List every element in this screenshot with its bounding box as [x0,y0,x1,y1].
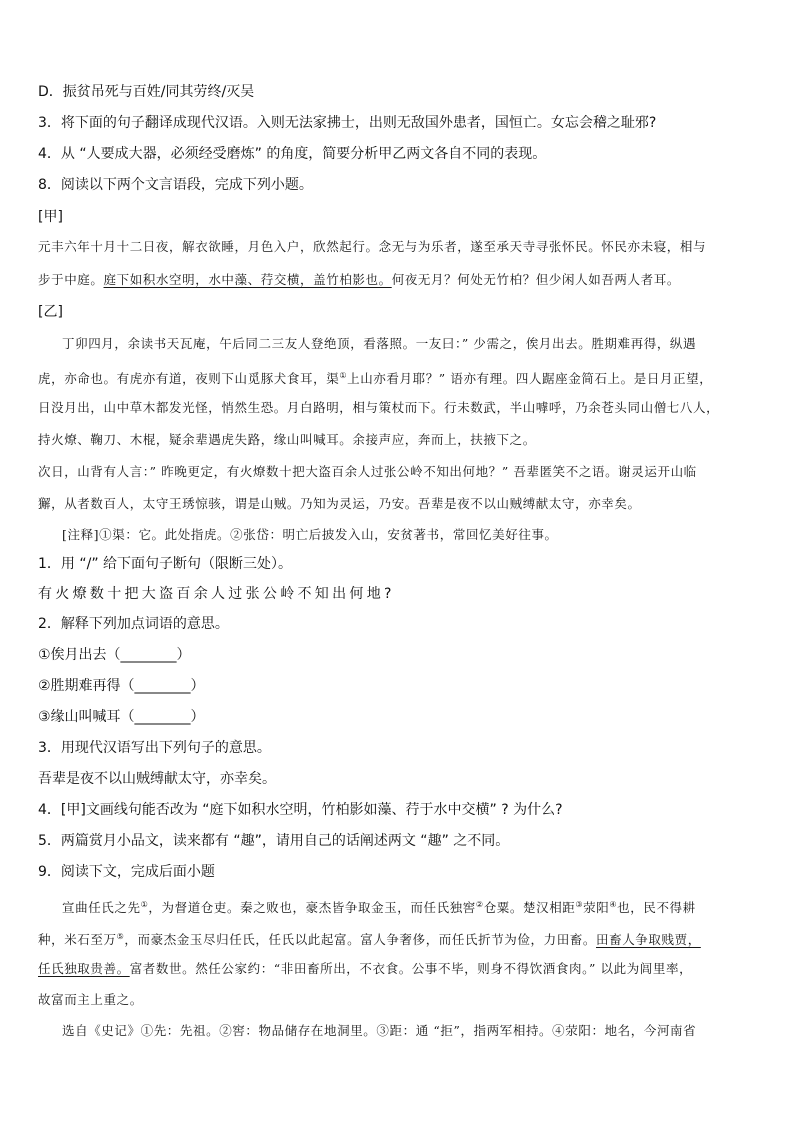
q8-sub3-sentence: 吾辈是夜不以山贼缚献太守，亦幸矣。 [38,771,276,787]
q9-underlined-sentence: 任氏独取贵善。 [38,961,130,976]
footnote-marker: ⑤ [116,932,125,941]
yi-text: 上山亦看月耶？” 语亦有理。四人踞座金简石上。是日月正望， [347,371,713,386]
q8-heading: 8．阅读以下两个文言语段，完成下列小题。 [38,177,313,193]
q9-underlined-sentence: 田畜人争取贱贾， [596,932,701,947]
q8-sub1-sentence: 有火燎数十把大盗百余人过张公岭不知出何地? [38,586,395,602]
q9-text: ，而豪杰金玉尽归任氏，任氏以此起富。富人争奢侈，而任氏折节为俭，力田畜。 [124,932,596,947]
jia-text: 何夜无月？何处无竹柏？但少闲人如吾两人者耳。 [391,272,680,287]
jia-passage-line: 元丰六年十月十二日夜，解衣欲睡，月色入户，欣然起行。念无与为乐者，遂至承天寺寻张怀民。怀民亦未寝，相与 [38,239,707,254]
footnote-marker: ② [475,900,484,909]
q8-sub2-blank-a: ①俟月出去（________） [38,647,191,663]
q9-passage-line [62,895,696,918]
q9-text: 宣曲任氏之先 [62,900,141,915]
jia-passage-line [38,270,680,290]
q7-sub4: 4．从 “人要成大器，必须经受磨炼” 的角度，简要分析甲乙两文各自不同的表现。 [38,146,547,162]
q9-text: 仓粟。楚汉相距 [483,900,576,915]
q9-text: 荥阳 [583,900,610,915]
q8-sub2-blank-b: ②胜期难再得（________） [38,678,205,694]
yi-passage-line: 獬，从者数百人，太守王琇惊骇，谓是山贼。乃知为灵运，乃安。吾辈是夜不以山贼缚献太守，亦幸矣。 [38,496,641,511]
q8-sub5: 5．两篇赏月小品文，读来都有 “趣”，请用自己的话阐述两文 “趣” 之不同。 [38,833,510,849]
yi-passage-line: 次日，山背有人言：” 昨晚更定，有火燎数十把大盗百余人过张公岭不知出何地？” 吾辈匿笑不之语。谢灵运开山临 [38,464,697,479]
yi-passage-line [38,366,712,389]
yi-passage-line: 持火燎、鞠刀、木棍，疑余辈遇虎失路，缘山叫喊耳。余接声应，奔而上，扶掖下之。 [38,432,536,447]
footnote-marker: ① [140,900,149,909]
jia-text: 步于中庭。 [38,272,104,287]
q9-passage-line [38,927,701,950]
footnote-marker: ① [339,371,348,380]
footnote-marker: ③ [575,900,584,909]
yi-text: 虎，亦命也。有虎亦有道，夜则下山觅豚犬食耳，渠 [38,371,340,386]
q9-source-note: 选自《史记》①先：先祖。②窖：物品储存在地洞里。③距：通 “拒”，指两军相持。④荥阳：地名，今河南省 [62,1023,697,1038]
yi-passage-line: 日没月出，山中草木都发光怪，悄然生恐。月白路明，相与策杖而下。行未数武，半山嘑呼，乃余苍头同山僧七八人， [38,400,720,415]
jia-underlined-sentence: 庭下如积水空明，水中藻、荇交横，盖竹柏影也。 [103,272,392,287]
q8-sub3: 3．用现代汉语写出下列句子的意思。 [38,740,271,756]
q9-heading: 9．阅读下文，完成后面小题 [38,864,215,880]
q8-yi-label: [乙] [38,304,63,320]
q9-text: 也，民不得耕 [617,900,696,915]
q7-sub3: 3．将下面的句子翻译成现代汉语。入则无法家拂士，出则无敌国外患者，国恒亡。女忘会稽之耻邪? [38,115,657,131]
q9-text: 种，米石至万 [38,932,117,947]
q8-sub2-blank-c: ③缘山叫喊耳（________） [38,709,205,725]
q8-sub4: 4．[甲]文画线句能否改为 “庭下如积水空明，竹柏影如藻、荇于水中交横” ? 为什么? [38,802,563,818]
q8-jia-label: [甲] [38,209,63,225]
q9-passage-line [38,959,692,979]
q9-passage-line: 故富而主上重之。 [38,992,143,1007]
footnote-marker: ④ [609,900,618,909]
q8-sub1: 1．用 “/” 给下面句子断句（限断三处）。 [38,556,293,572]
q8-notes: [注释]①渠：它。此处指虎。②张岱：明亡后披发入山，安贫著书，常回忆美好往事。 [62,527,558,542]
q8-sub2: 2．解释下列加点词语的意思。 [38,616,229,632]
yi-passage-line: 丁卯四月，余读书天瓦庵，午后同二三友人登绝顶，看落照。一友曰：” 少需之，俟月出去。胜期难再得，纵遇 [62,336,697,351]
q7-option-d: D．振贫吊死与百姓/同其劳终/灭吴 [38,84,255,100]
q9-text: ，为督道仓吏。秦之败也，豪杰皆争取金玉，而任氏独窖 [148,900,476,915]
q9-text: 富者数世。然任公家约：“非田畜所出，不衣食。公事不毕，则身不得饮酒食肉。” 以此为闾里率， [129,961,693,976]
